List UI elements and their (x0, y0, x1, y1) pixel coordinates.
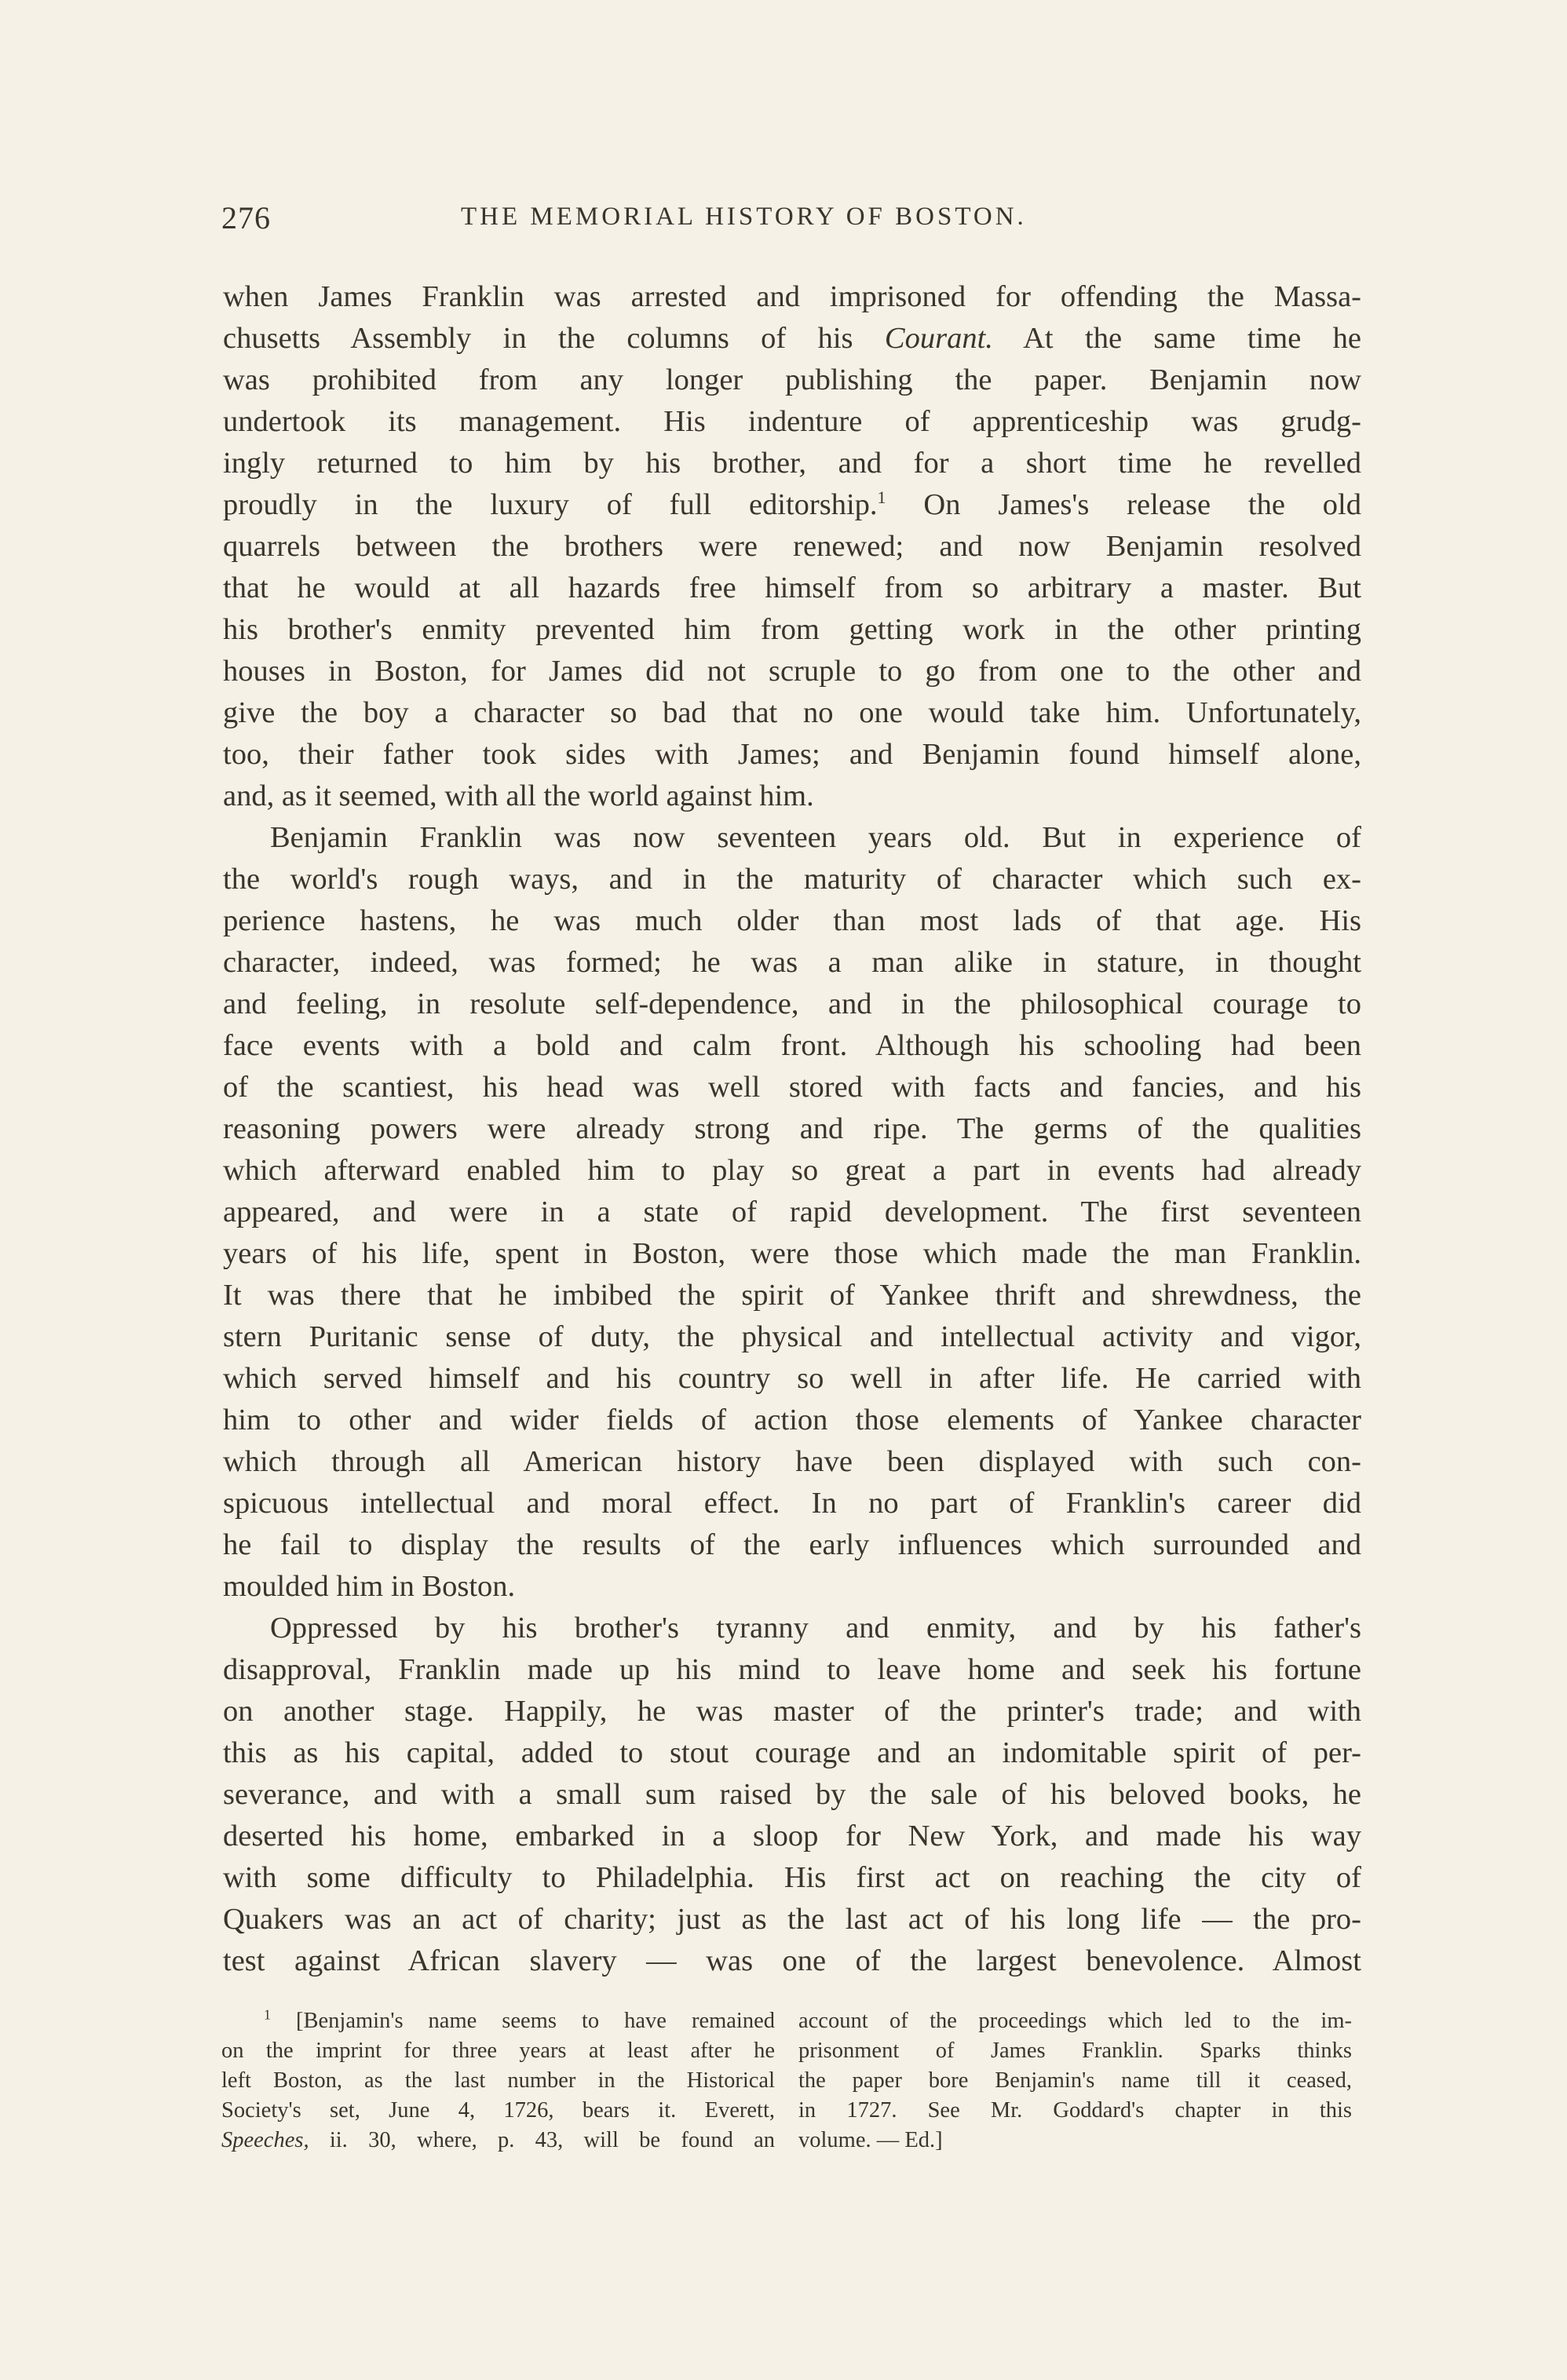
footnote-line: volume. — Ed.] (798, 2128, 943, 2152)
text-line: reasoning powers were already strong and ripe. The germs of the qualities (223, 1112, 1361, 1145)
text-line: character, indeed, was formed; he was a man alike in stature, in thought (223, 946, 1361, 979)
running-head (221, 199, 1360, 246)
text-span: At the same time he (992, 322, 1361, 355)
text-line: which through all American history have been displayed with such con- (223, 1445, 1361, 1478)
text-span: chusetts Assembly in the columns of his (223, 322, 885, 355)
text-line: with some difficulty to Philadelphia. His first act on reaching the city of (223, 1861, 1361, 1894)
text-line: stern Puritanic sense of duty, the physical and intellectual activity and vigor, (223, 1320, 1361, 1353)
text-line: was prohibited from any longer publishing the paper. Benjamin now (223, 363, 1361, 396)
text-line: his brother's enmity prevented him from getting work in the other printing (223, 613, 1361, 646)
text-line: quarrels between the brothers were renewed; and now Benjamin resolved (223, 530, 1361, 563)
text-span: [Benjamin's name seems to have remained (296, 2009, 775, 2033)
text-line: years of his life, spent in Boston, were those which made the man Franklin. (223, 1237, 1361, 1270)
text-line: deserted his home, embarked in a sloop for New York, and made his way (223, 1820, 1361, 1853)
footnote-line: Society's set, June 4, 1726, bears it. Everett, (221, 2098, 775, 2123)
text-line: It was there that he imbibed the spirit of Yankee thrift and shrewdness, the (223, 1279, 1361, 1312)
text-line: too, their father took sides with James; and Benjamin found himself alone, (223, 738, 1361, 771)
text-line: spicuous intellectual and moral effect. In no part of Franklin's career did (223, 1487, 1361, 1520)
text-line: and, as it seemed, with all the world against him. (223, 779, 814, 812)
footnote-line: the paper bore Benjamin's name till it ceased, (798, 2068, 1352, 2093)
text-span: ii. 30, where, p. 43, will be found an (309, 2128, 775, 2152)
text-line: moulded him in Boston. (223, 1570, 516, 1603)
text-line: him to other and wider fields of action those elements of Yankee character (223, 1404, 1361, 1436)
footnote-line: account of the proceedings which led to the im- (798, 2009, 1352, 2033)
text-span: proudly in the luxury of full editorship. (223, 488, 878, 521)
text-line: on another stage. Happily, he was master of the printer's trade; and with (223, 1695, 1361, 1728)
text-line (223, 318, 1361, 360)
footnote-line (221, 2126, 775, 2156)
text-line: Quakers was an act of charity; just as the last act of his long life — the pro- (223, 1903, 1361, 1936)
text-line: the world's rough ways, and in the maturity of character which such ex- (223, 863, 1361, 896)
footnote-line: left Boston, as the last number in the Historical (221, 2068, 775, 2093)
text-line: undertook its management. His indenture of apprenticeship was grudg- (223, 405, 1361, 438)
text-line (223, 484, 1361, 526)
text-line: ingly returned to him by his brother, and for a short time he revelled (223, 447, 1361, 480)
footnote-column-left (221, 2006, 775, 2156)
text-line: which afterward enabled him to play so great a part in events had already (223, 1154, 1361, 1187)
text-line: appeared, and were in a state of rapid development. The first seventeen (223, 1195, 1361, 1228)
footnote-line: in 1727. See Mr. Goddard's chapter in this (798, 2098, 1352, 2123)
text-line: perience hastens, he was much older than most lads of that age. His (223, 904, 1361, 937)
text-line: severance, and with a small sum raised by the sale of his beloved books, he (223, 1778, 1361, 1811)
footnote-line (221, 2006, 775, 2036)
text-line: test against African slavery — was one of the largest benevolence. Almost (223, 1944, 1361, 1977)
newspaper-title: Courant. (884, 322, 993, 355)
text-line: he fail to display the results of the early influences which surrounded and (223, 1528, 1361, 1561)
text-line: houses in Boston, for James did not scruple to go from one to the other and (223, 655, 1361, 688)
text-line: that he would at all hazards free himself from so arbitrary a master. But (223, 571, 1361, 604)
text-line: when James Franklin was arrested and imprisoned for offending the Massa- (223, 280, 1361, 313)
footnote-column-right (798, 2006, 1352, 2156)
body-text (223, 276, 1361, 1982)
text-line: face events with a bold and calm front. Although his schooling had been (223, 1029, 1361, 1062)
text-line: Benjamin Franklin was now seventeen years old. But in experience of (270, 821, 1361, 854)
text-span: On James's release the old (886, 488, 1361, 521)
text-line: of the scantiest, his head was well stored with facts and fancies, and his (223, 1071, 1361, 1104)
text-line: disapproval, Franklin made up his mind to leave home and seek his fortune (223, 1653, 1361, 1686)
footnote-reference: 1 (877, 487, 886, 508)
book-title: Speeches, (221, 2128, 309, 2152)
text-line: give the boy a character so bad that no one would take him. Unfortunately, (223, 696, 1361, 729)
footnote-marker: 1 (264, 2006, 271, 2023)
page-number: 276 (221, 200, 271, 235)
footnote-line: prisonment of James Franklin. Sparks thinks (798, 2039, 1352, 2063)
footnote-line: on the imprint for three years at least after he (221, 2039, 775, 2063)
text-line: which served himself and his country so well in after life. He carried with (223, 1362, 1361, 1395)
text-line: Oppressed by his brother's tyranny and enmity, and by his father's (270, 1612, 1361, 1644)
text-line: this as his capital, added to stout courage and an indomitable spirit of per- (223, 1736, 1361, 1769)
footnote (221, 2006, 1360, 2156)
running-title: THE MEMORIAL HISTORY OF BOSTON. (461, 203, 1027, 231)
text-line: and feeling, in resolute self-dependence, and in the philosophical courage to (223, 987, 1361, 1020)
